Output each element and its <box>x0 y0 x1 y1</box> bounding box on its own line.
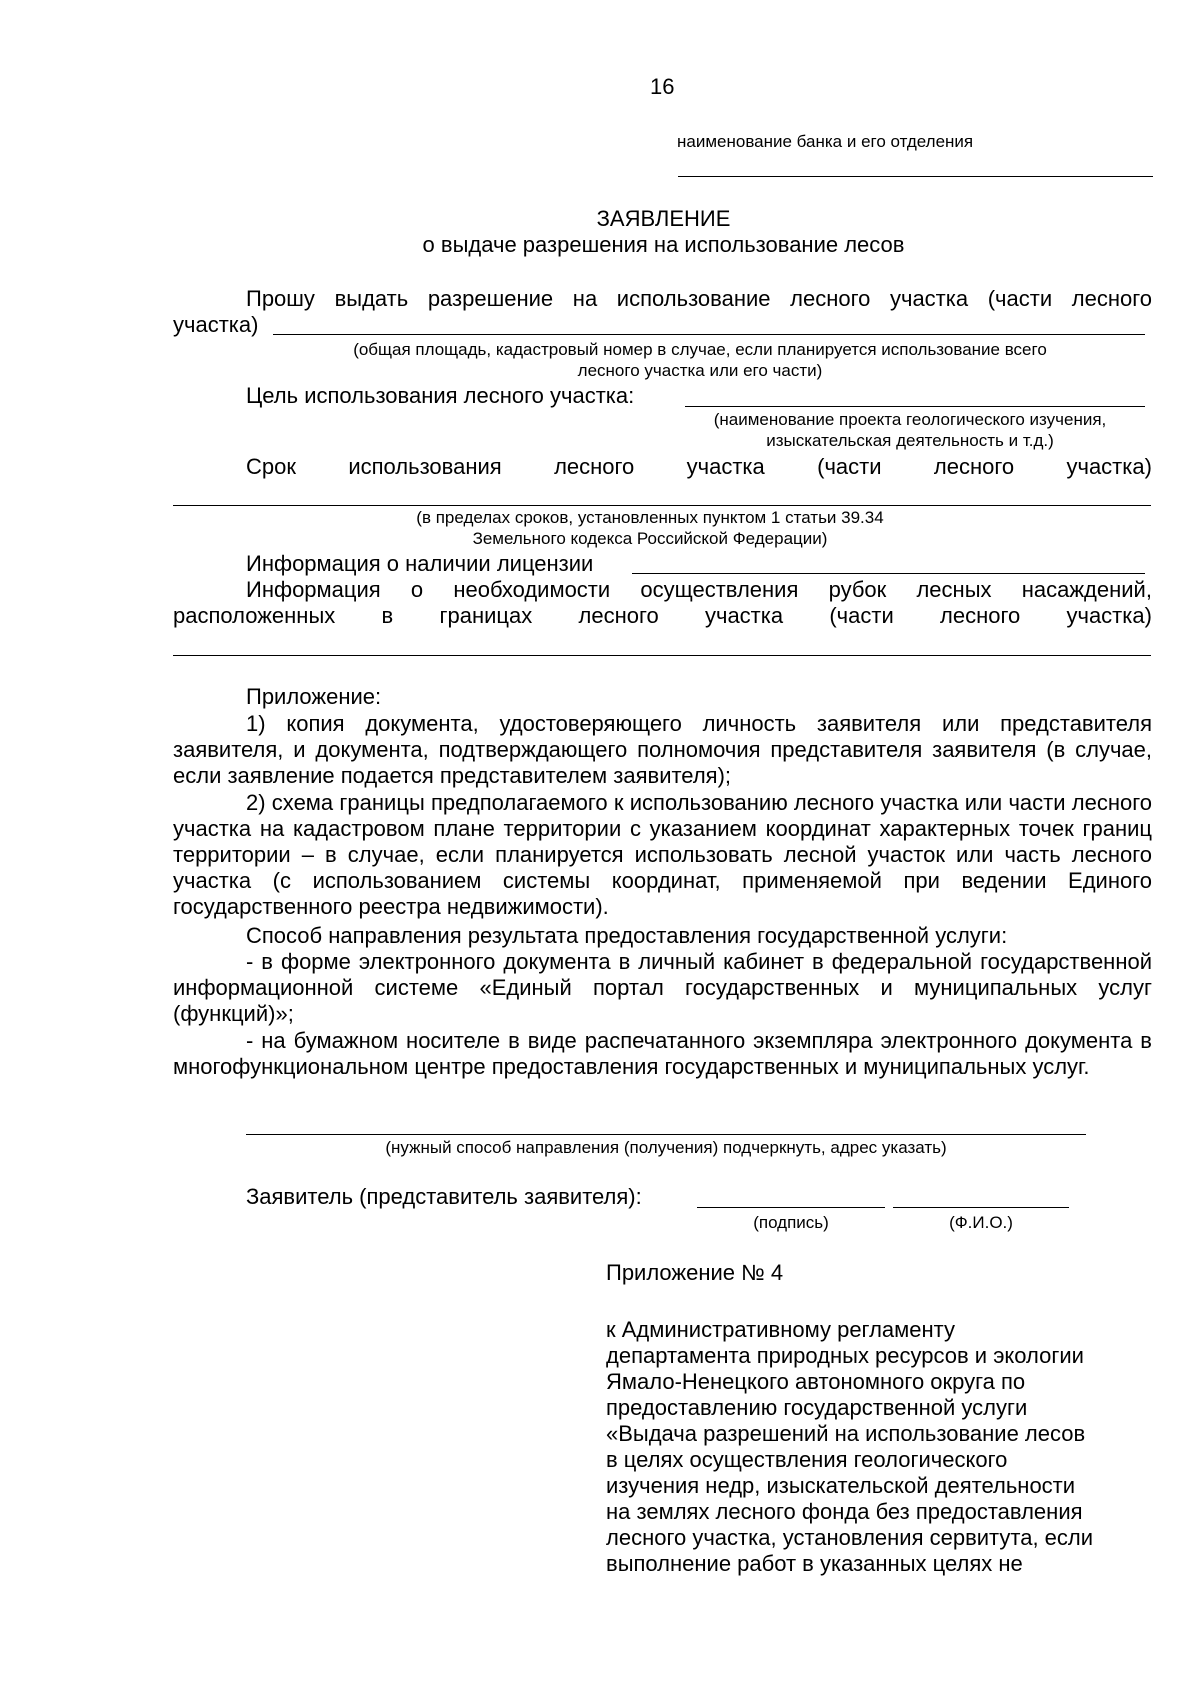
term-row <box>246 454 1152 480</box>
bank-label: наименование банка и его отделения <box>677 132 974 151</box>
appendix-line: Ямало-Ненецкого автономного округа по <box>606 1369 1026 1394</box>
delivery-hint: (нужный способ направления (получения) подчеркнуть, адрес указать) <box>385 1138 947 1157</box>
attachment-item-1: 1) копия документа, удостоверяющего личность заявителя или представителя заявителя, и документа, подтверждающего полномочия представителя заявителя (в случае, если заявление подается представителем заявителя); <box>173 711 1152 788</box>
appendix-line: выполнение работ в указанных целях не <box>606 1551 1023 1576</box>
appendix-line: лесного участка, установления сервитута, если <box>606 1525 1094 1550</box>
delivery-address-line[interactable] <box>246 1134 1086 1135</box>
bank-line[interactable] <box>678 176 1153 177</box>
request-prefix: участка) <box>173 312 259 337</box>
request-hint-1: (общая площадь, кадастровый номер в случае, если планируется использование всего <box>353 340 1047 359</box>
term-word: лесного <box>933 454 1015 479</box>
appendix-line: департамента природных ресурсов и экологии <box>606 1343 1084 1368</box>
appendix-line: «Выдача разрешений на использование лесов <box>606 1421 1086 1446</box>
term-word: участка) <box>1066 454 1152 479</box>
license-line[interactable] <box>632 573 1145 574</box>
felling-row-2 <box>173 603 1152 629</box>
signature-line[interactable] <box>697 1207 885 1208</box>
name-hint: (Ф.И.О.) <box>949 1213 1013 1232</box>
delivery-option-1[interactable]: - в форме электронного документа в личный кабинет в федеральной государственной информационной системе «Единый портал государственных и муниципальных услуг (функций)»; <box>173 949 1152 1026</box>
felling-word: участка <box>704 603 784 628</box>
felling-word: лесных <box>916 577 992 602</box>
request-hint-2: лесного участка или его части) <box>577 361 823 380</box>
term-word: использования <box>348 454 502 479</box>
felling-word: границах <box>439 603 533 628</box>
felling-line[interactable] <box>173 655 1151 656</box>
felling-word: лесного <box>940 603 1021 628</box>
felling-word: (части <box>829 603 894 628</box>
appendix-title: Приложение № 4 <box>606 1260 784 1285</box>
term-word: лесного <box>554 454 635 479</box>
applicant-label: Заявитель (представитель заявителя): <box>246 1184 642 1209</box>
term-hint-1: (в пределах сроков, установленных пунктом 1 статьи 39.34 <box>416 508 884 527</box>
felling-word: насаждений, <box>1021 577 1152 602</box>
title-main: ЗАЯВЛЕНИЕ <box>596 206 731 231</box>
name-line[interactable] <box>893 1207 1069 1208</box>
felling-word: о <box>410 577 424 602</box>
felling-word: расположенных <box>173 603 336 628</box>
purpose-line[interactable] <box>685 406 1145 407</box>
page-number: 16 <box>650 74 675 99</box>
appendix-line: к Административному регламенту <box>606 1317 956 1342</box>
felling-word: Информация <box>246 577 381 602</box>
purpose-hint-2: изыскательская деятельность и т.д.) <box>766 431 1054 450</box>
felling-word: необходимости <box>453 577 611 602</box>
felling-row-1 <box>246 577 1152 603</box>
appendix-line: на землях лесного фонда без предоставления <box>606 1499 1083 1524</box>
signature-hint: (подпись) <box>753 1213 829 1232</box>
term-word: участка <box>686 454 765 479</box>
felling-word: лесного <box>578 603 659 628</box>
felling-word: участка) <box>1066 603 1152 628</box>
request-line[interactable] <box>273 334 1145 335</box>
request-line1: Прошу выдать разрешение на использование лесного участка (части лесного <box>246 286 1152 311</box>
attachments-heading: Приложение: <box>246 684 382 709</box>
felling-word: рубок <box>828 577 887 602</box>
felling-word: осуществления <box>640 577 799 602</box>
felling-word: в <box>381 603 394 628</box>
term-word: (части <box>817 454 882 479</box>
appendix-line: изучения недр, изыскательской деятельности <box>606 1473 1076 1498</box>
term-hint-2: Земельного кодекса Российской Федерации) <box>472 529 828 548</box>
purpose-label: Цель использования лесного участка: <box>246 383 635 408</box>
attachment-item-2: 2) схема границы предполагаемого к использованию лесного участка или части лесного участка на кадастровом плане территории с указанием координат характерных точек границ территории – в случае, если планируется использовать лесной участок или часть лесного участка (с использованием системы координат, применяемой при ведении Единого государственного реестра недвижимости). <box>173 790 1152 919</box>
license-label: Информация о наличии лицензии <box>246 551 594 576</box>
purpose-hint-1: (наименование проекта геологического изучения, <box>713 410 1107 429</box>
title-sub: о выдаче разрешения на использование лесов <box>422 232 905 257</box>
term-line[interactable] <box>173 505 1151 506</box>
delivery-heading: Способ направления результата предоставления государственной услуги: <box>246 923 1008 948</box>
appendix-line: в целях осуществления геологического <box>606 1447 1008 1472</box>
delivery-option-2[interactable]: - на бумажном носителе в виде распечатанного экземпляра электронного документа в многофункциональном центре предоставления государственных и муниципальных услуг. <box>173 1028 1152 1079</box>
appendix-line: предоставлению государственной услуги <box>606 1395 1028 1420</box>
term-word: Срок <box>246 454 296 479</box>
